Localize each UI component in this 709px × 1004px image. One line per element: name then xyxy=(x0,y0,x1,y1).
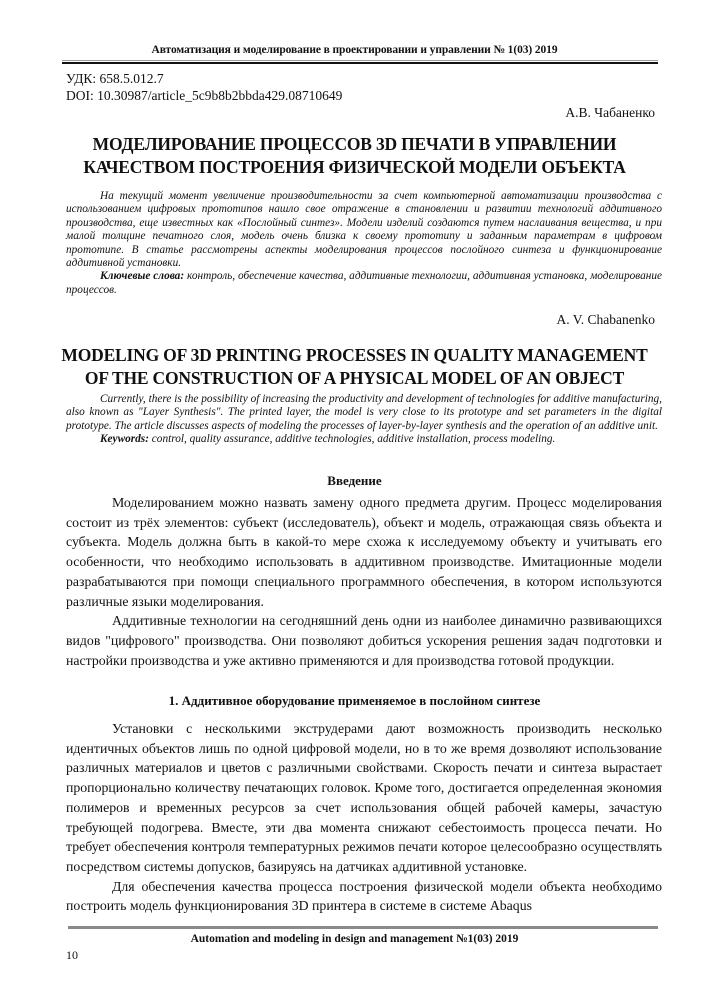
keywords-ru xyxy=(66,270,662,297)
keywords-ru-list: контроль, обеспечение качества, аддитивные технологии, аддитивная установка, моделирование процессов. xyxy=(66,270,662,296)
paragraph: Аддитивные технологии на сегодняшний день одни из наиболее динамично развивающихся видов "цифрового" производства. Они позволяют добиться ускорения решения задач подготовки и настройки производства и уже активно применяются и для производства готовой продукции. xyxy=(66,613,662,668)
section1-heading: 1. Аддитивное оборудование применяемое в послойном синтезе xyxy=(168,693,541,708)
paragraph: Моделированием можно назвать замену одного предмета другим. Процесс моделирования состоит из трёх элементов: субъект (исследователь), объект и модель, отражающая связь объекта и субъекта. Модель должна быть в какой-то мере схожа к исследуемому объекту и учитывать его особенности, что необходимо использовать в аддитивном производстве. Имитационные модели разрабатываются при помощи специального программного обеспечения, в котором используются различные языки моделирования. xyxy=(66,495,662,609)
introduction-body xyxy=(66,493,662,670)
title-ru-line1: МОДЕЛИРОВАНИЕ ПРОЦЕССОВ 3D ПЕЧАТИ В УПРАВЛЕНИИ xyxy=(92,134,617,154)
section1-body xyxy=(66,719,662,916)
keywords-en xyxy=(66,433,662,446)
title-en-line1: MODELING OF 3D PRINTING PROCESSES IN QUALITY MANAGEMENT xyxy=(61,345,648,365)
footer-rule xyxy=(68,926,658,929)
keywords-en-list: control, quality assurance, additive technologies, additive installation, process modeling. xyxy=(148,433,556,446)
title-en-line2: OF THE CONSTRUCTION OF A PHYSICAL MODEL OF AN OBJECT xyxy=(84,368,625,388)
article-meta xyxy=(66,70,342,104)
paragraph: Для обеспечения качества процесса построения физической модели объекта необходимо построить модель функционирования 3D принтера в системе в системе Abaqus xyxy=(66,878,662,914)
running-header: Автоматизация и моделирование в проектировании и управлении № 1(03) 2019 xyxy=(151,44,558,56)
doi: DOI: 10.30987/article_5c9b8b2bbda429.08710649 xyxy=(66,88,343,103)
keywords-ru-label: Ключевые слова: xyxy=(100,270,185,283)
running-footer: Automation and modeling in design and management №1(03) 2019 xyxy=(190,933,519,945)
title-ru-line2: КАЧЕСТВОМ ПОСТРОЕНИЯ ФИЗИЧЕСКОЙ МОДЕЛИ ОБЪЕКТА xyxy=(83,157,626,177)
udc-code: УДК: 658.5.012.7 xyxy=(66,71,164,86)
introduction-heading: Введение xyxy=(327,473,382,488)
author-ru: А.В. Чабаненко xyxy=(565,105,655,120)
paragraph: Установки с несколькими экструдерами дают возможность производить несколько идентичных объектов лишь по одной цифровой модели, но в то же время дозволяют использование различных материалов и цветов с различными свойствами. Скорость печати и синтеза вырастает пропорционально количеству печатающих головок. Кроме того, достигается определенная экономия полимеров и временных ресурсов за счет использования общей рабочей камеры, зачастую требующей подогрева. Вместе, эти два момента снижают себестоимость процесса печати. Но требует обеспечения контроля температурных режимов печати которое целесообразно осуществлять посредством системы допусков, базируясь на датчиках аддитивной установке. xyxy=(66,721,662,874)
abstract-ru xyxy=(66,190,662,297)
keywords-en-label: Keywords: xyxy=(100,433,149,446)
abstract-en-text: Currently, there is the possibility of increasing the productivity and development of technologies for additive manufacturing, also known as "Layer Synthesis". The printed layer, the model is very close to its prototype and set parameters in the digital prototype. The article discusses aspects of modeling the processes of layer-by-layer synthesis and the operation of an additive unit. xyxy=(66,393,662,432)
title-en xyxy=(40,344,669,390)
page-number: 10 xyxy=(66,948,78,962)
title-ru xyxy=(40,133,669,179)
abstract-en xyxy=(66,393,662,447)
header-rule xyxy=(62,60,658,64)
abstract-ru-text: На текущий момент увеличение производительности за счет компьютерной автоматизации производства с использованием цифровых прототипов нашло свое отражение в становлении и развитии технологий аддитивного производства, еще известных как «Послойный синтез». Модели изделий создаются путем наслаивания вещества, и при малой толщине печатного слоя, модель очень близка к своему прототипу и заданным параметрам в цифровом прототипе. В статье рассмотрены аспекты моделирования процессов послойного синтеза и функционирование аддитивной установки. xyxy=(66,190,662,270)
author-en: A. V. Chabanenko xyxy=(556,312,655,327)
